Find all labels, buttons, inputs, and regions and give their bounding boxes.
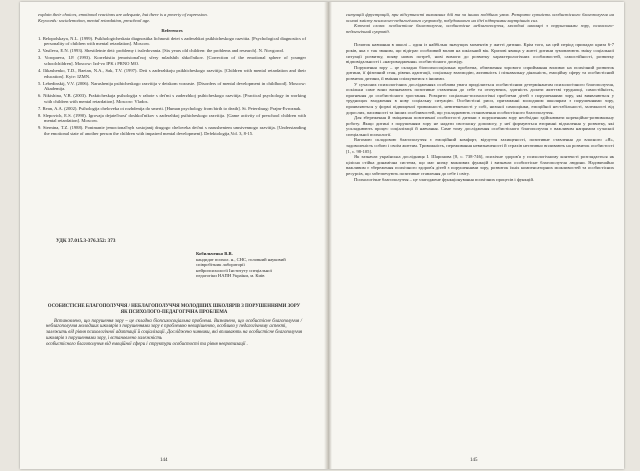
body-paragraph: Початок навчання в школі – один із найбільш значущих моментів у житті дитини. Крім того, на цей період припадає криза 6-7 років, яка є так званим, що відіграє особливий вплив на шкільний вік. Кризові явища у житті дитини зумовлюють зміну соціальної ситуації розвитку, появу нових потреб, нові вимоги до розвитку характерологічних особливостей, самостійності, розвитку відповідальності і «нагромадження» особистісного досвіду. bbox=[346, 42, 614, 65]
article-header bbox=[46, 304, 302, 348]
abstract-text: Встановлено, що порушення зору – це складна біопсихосоціальна проблема. Визначено, що особистісне благополуччя / неблагополуччя молодших школярів з порушеннями зору є проблемою невирішеною, особливо у педагогічному аспекті, bbox=[46, 318, 302, 330]
page-number-right: 145 bbox=[470, 458, 478, 463]
page-number-left: 144 bbox=[160, 458, 168, 463]
right-page bbox=[346, 12, 614, 182]
book-spread bbox=[20, 2, 624, 469]
author-detail: кандидат психол. н., СНС, головний науковий bbox=[196, 256, 286, 262]
author-photo-area bbox=[154, 247, 192, 291]
keywords-line: Ключові слова: особистісне благополуччя, особистісне неблагополуччя, молодші школярі з порушеннями зору, психолого-педагогічний супровід. bbox=[346, 23, 614, 34]
reference-item: 2. Vasileva, E.N. (1993). Shestiletnie deti: problemy i issledovania. [Six years old children: the problems and research]. N. Novgorod. bbox=[38, 48, 285, 54]
body-paragraph: У сучасних психологічних дослідженнях особлива увага приділяється особистісним детермінантам психологічного благополуччя, оскільки саме вони визначають позитивне ставлення до себе та оточуючих, здатність долати життєві труднощі, самостійність, прагнення до особистісного зростання. Розкрито соціально-психологічні проблеми дітей з порушеннями зору, які виявляються у труднощах входження в нову соціальну ситуацію. Особистісні риси, притаманні молодшим школярам з порушеннями зору, проявляються у формі підвищеної тривожності, невпевненості у собі, низької самооцінки, емоційної нестабільності, залежності від дорослих, пасивності та інших особливостей, що ускладнюють становлення особистісного благополуччя. bbox=[346, 81, 614, 115]
abstract-text: особистісного благополуччя від емоційної сфери і структури особистості та рівня невротизації . bbox=[46, 341, 248, 347]
reference-item: 1. Belopolskaya, N.L. (1999). Psikhologicheskaia diagnostika lichnosti detei s zaderzhkoi psikhicheskogo razvitia. [Psychological diagnostics of personality of children with mental retardation]. Moscow. bbox=[38, 35, 306, 47]
author-block bbox=[196, 251, 306, 279]
body-paragraph: Порушення зору – це складна біопсихосоціальна проблема, обмеження зорового сприймання впливає на психічний розвиток дитини, її фізичний стан, рівень адаптації, соціальну взаємодію, активність і пізнавальну діяльність, емоційну сферу та особистісний розвиток дитини, її вміння спілкуватися з іншими. bbox=[346, 64, 614, 81]
author-detail: педагогіки НАПН України, м. Київ bbox=[196, 273, 265, 279]
body-paragraph: Як зазначає українська дослідниця І. Шаронова [8, с. 738-746], психічне здоров'я у психологічному контексті розглядається як цілісна стійка динамічна система, що має низку важливих функцій і визначає особистісне благополуччя людини. Надзвичайно важливим є збереження психічного здоров'я дітей з порушеннями зору, розвиток їхніх компенсаторних можливостей та особистісних ресурсів, що забезпечують позитивне ставлення до себе і світу. bbox=[346, 154, 614, 177]
abstract-text: залежить від рівня психологічної адаптації й соціалізації. Досліджено чинники, які впливають на особистісне благополуччя школярів з порушеннями зору, і встановлено залежність bbox=[46, 330, 302, 341]
references-list bbox=[38, 36, 306, 137]
udc-code: УДК 37.015.3-376.352: 373 bbox=[56, 238, 116, 244]
body-paragraph: Вагомою складовою благополуччя є емоційний комфорт, відчуття захищеності, позитивне ставлення до власного «Я», задоволеність собою і своїм життям. Тривожність, переживання невизначеності й страхів негативно впливають на розвиток особистості [1, с. 98-105]. bbox=[346, 137, 614, 154]
body-paragraph: Для збереження й зміцнення позитивної особистості дитини з порушенням зору необхідно здійснювати корекційно-розвивальну роботу. Якщо дитині з порушенням зору не надати своєчасну допомогу, у неї формуються вторинні відхилення у розвитку, які ускладнюють процес соціалізації й навчання. Саме тому дослідження особистісного благополуччя є важливим напрямом сучасної спеціальної психології. bbox=[346, 115, 614, 137]
keywords-line: Keywords: socialemotion, mental retardation, preschool age. bbox=[38, 17, 151, 23]
reference-item: 4. Ilikashenko, T.D., Baeian, N.A., Sak, T.V. (1997). Deti s zaderzhkoju psikhicheskogo razvitija. [Children with mental retardation and their education]. Kyiv: IZMN. bbox=[38, 67, 306, 79]
book-gutter bbox=[324, 2, 332, 469]
left-page bbox=[38, 12, 306, 138]
author-detail: нейропсихології Інституту спеціальної bbox=[196, 267, 272, 273]
reference-item: 6. Nikishina, V.B. (2003). Prakticheskaja psihologija v rabote s det'mi s zaderzhkoj psihicheskogo razvitija. [Practical psychology in working with children with mental retardation]. Moscow: Vlados. bbox=[38, 93, 306, 104]
abstract-end-line: explain their choices, emotional reactions are adequate, but there is a poverty of expression. bbox=[38, 12, 208, 17]
reference-item: 3. Voropaeva, I.P. (1993). Korrektsiia jemotsional'noj sfery mladshih shkol'nikov. [Correction of the emotional sphere of younger schoolchildren]. Moscow: Izd-vo IPK i PRNO MO. bbox=[38, 55, 306, 66]
abstract-continuation: ситуацій фрустрацій, при відсутності вихованих дій та за інших подібних умов. Розкрито сутність особистісного благополуччя на основі змісту психолого-педагогічного супроводу, побудованого на ідеї підтримки внутрішніх сил. bbox=[346, 12, 614, 23]
author-detail: співробітник лабораторії bbox=[196, 262, 245, 268]
body-paragraph: Психологічне благополуччя – це злагоджене функціонування психічних процесів і функцій. bbox=[354, 176, 535, 182]
author-name: Кобильченко В.В. bbox=[196, 251, 233, 256]
reference-item: 7. Rean, A.A. (2002). Psihologija cheloveka ot rozhdenija do smerti. [Human psychology from birth to death]. St. Petersburg: Prajm-Evroznak. bbox=[38, 105, 302, 111]
reference-item: 9. Sternina, T.Z. (1988). Ponimanie jemocional'nyh sostojanij drugogo cheloveka det'mi s narusheniem umstvennogo razvitija. [Understanding the emotional state of another person the children with impaired mental development]. Defektologija,Vol. 3, 8-15. bbox=[38, 125, 306, 136]
reference-item: 5. Lebedinskij, V.V. (2006). Narushenija psihicheskogo razvitija v detskom vozraste. [Disorders of mental development in childhood]. Moscow: Akademija. bbox=[38, 80, 306, 92]
reference-item: 8. Slepovich, E.S. (1990). Igrovaja dejatel'nost' doshkol'nikov s zaderzhkoj psihicheskogo razvitija. [Game activity of preschool children with mental retardation]. Moscow. bbox=[38, 112, 306, 124]
references-heading: References bbox=[161, 28, 183, 34]
article-title: ОСОБИСТІСНЕ БЛАГОПОЛУЧЧЯ / НЕБЛАГОПОЛУЧЧЯ МОЛОДШИХ ШКОЛЯРІВ З ПОРУШЕННЯМИ ЗОРУ ЯК ПСИХОЛОГО-ПЕДАГОГІЧНА ПРОБЛЕМА bbox=[47, 304, 301, 315]
